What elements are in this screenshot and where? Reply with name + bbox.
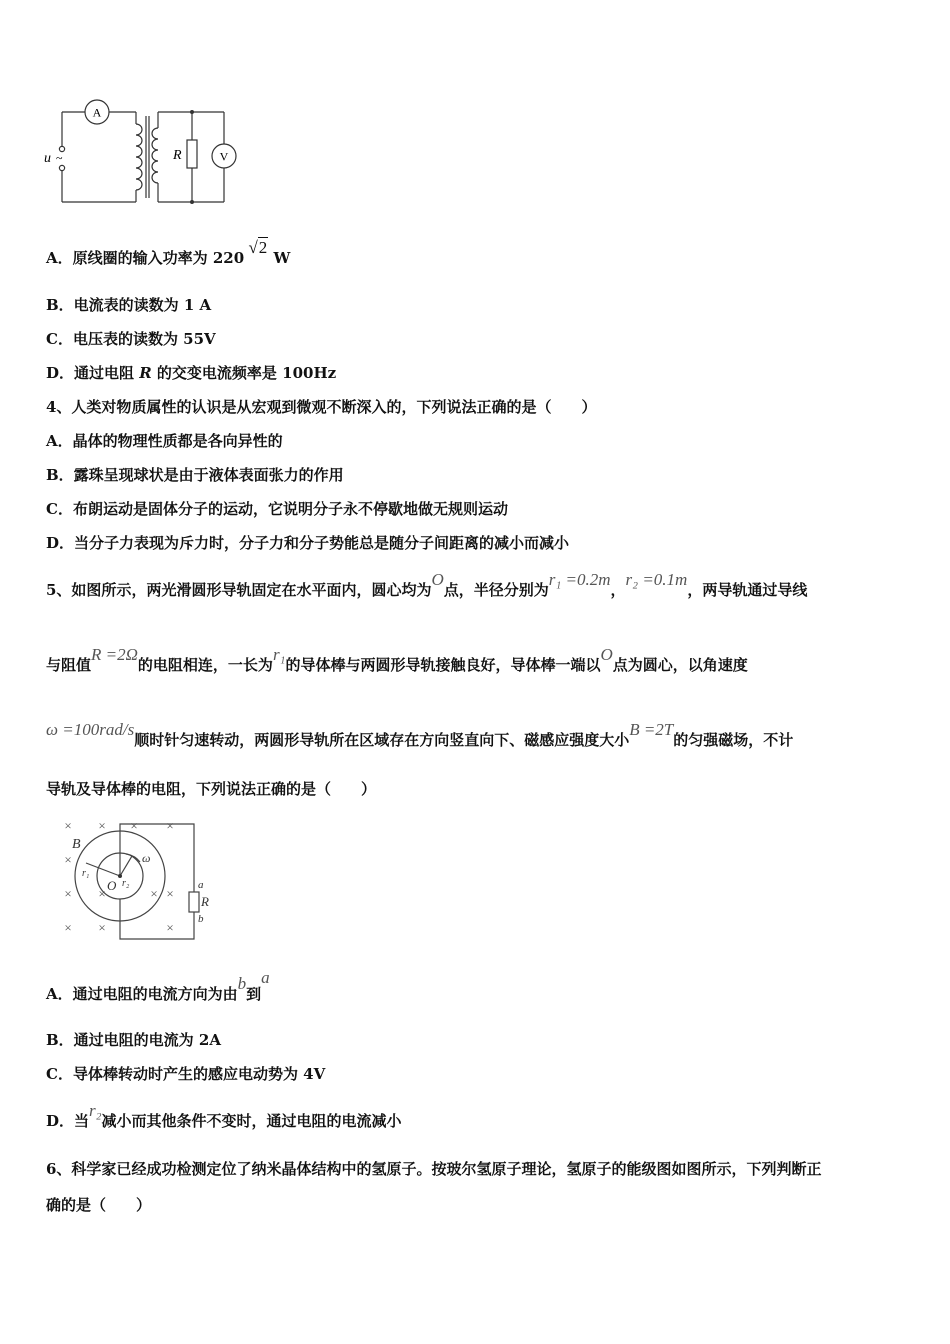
svg-text:×: × (98, 886, 106, 901)
svg-text:×: × (150, 886, 158, 901)
svg-text:×: × (166, 886, 174, 901)
svg-text:×: × (130, 818, 138, 833)
q5-option-d: D．当r₂减小而其他条件不变时，通过电阻的电流减小 (46, 1101, 402, 1130)
q6-line-1: 6、科学家已经成功检测定位了纳米晶体结构中的氢原子。按玻尔氢原子理论，氢原子的能级图如图所示，下列判断正 (46, 1160, 822, 1178)
svg-text:×: × (98, 920, 106, 935)
q3-option-d: D．通过电阻 R 的交变电流频率是 100Hz (46, 364, 337, 382)
circular-rails-figure (58, 814, 218, 946)
source-label: u (44, 151, 51, 166)
q5-line-4: 导轨及导体棒的电阻，下列说法正确的是（ ） (46, 780, 377, 798)
svg-text:×: × (64, 852, 72, 867)
q5-option-c: C．导体棒转动时产生的感应电动势为 4V (46, 1065, 326, 1083)
svg-text:×: × (166, 920, 174, 935)
resistor-label: R (173, 148, 182, 163)
svg-text:ω: ω (142, 851, 151, 865)
q4-stem: 4、人类对物质属性的认识是从宏观到微观不断深入的，下列说法正确的是（ ） (46, 398, 597, 416)
sqrt-expression: √2 (244, 238, 268, 257)
q5-line-1: 5、如图所示，两光滑圆形导轨固定在水平面内，圆心均为O点，半径分别为r₁ =0.2m，r₂ =0.1m，两导轨通过导线 (46, 570, 808, 599)
transformer-circuit-figure (40, 98, 250, 210)
q4-option-c: C．布朗运动是固体分子的运动，它说明分子永不停歇地做无规则运动 (46, 500, 508, 518)
svg-text:b: b (198, 913, 204, 925)
svg-text:O: O (107, 878, 117, 893)
svg-text:×: × (64, 920, 72, 935)
svg-text:×: × (98, 818, 106, 833)
q4-option-a: A．晶体的物理性质都是各向异性的 (46, 432, 283, 450)
svg-text:B: B (72, 837, 81, 852)
svg-text:R: R (201, 894, 209, 909)
svg-text:×: × (166, 818, 174, 833)
voltmeter-symbol: V (219, 149, 229, 164)
svg-text:×: × (64, 818, 72, 833)
svg-text:r₂: r₂ (122, 878, 130, 889)
q3-option-c: C．电压表的读数为 55V (46, 330, 216, 348)
svg-text:×: × (64, 886, 72, 901)
ammeter-symbol: A (92, 105, 102, 120)
svg-text:r₁: r₁ (82, 868, 90, 879)
source-symbol: ~ (56, 151, 63, 165)
q5-line-2: 与阻值R =2Ω的电阻相连，一长为r₁的导体棒与两圆形导轨接触良好，导体棒一端以O点为圆心，以角速度 (46, 645, 748, 674)
q4-option-d: D．当分子力表现为斥力时，分子力和分子势能总是随分子间距离的减小而减小 (46, 534, 570, 552)
q5-option-b: B．通过电阻的电流为 2A (46, 1031, 221, 1049)
q3-option-a: A．原线圈的输入功率为 220 √2 W (46, 238, 291, 267)
q6-line-2: 确的是（ ） (46, 1196, 152, 1214)
q4-option-b: B．露珠呈现球状是由于液体表面张力的作用 (46, 466, 344, 484)
q3-option-b: B．电流表的读数为 1 A (46, 296, 212, 314)
svg-text:a: a (198, 879, 204, 891)
q5-option-a: A．通过电阻的电流方向为由b到a (46, 968, 270, 1003)
q5-line-3: ω =100rad/s顺时针匀速转动，两圆形导轨所在区域存在方向竖直向下、磁感应强度大小B =2T的匀强磁场，不计 (46, 720, 794, 749)
